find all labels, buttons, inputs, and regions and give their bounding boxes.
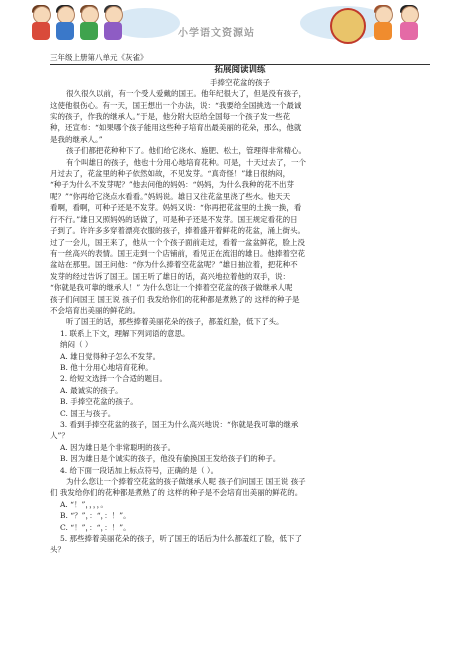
- question-line: 3. 看到手捧空花盆的孩子，国王为什么高兴地说：“你就是我可靠的继承: [60, 420, 299, 429]
- cartoon-kid-icon: [54, 6, 76, 44]
- cartoon-kid-icon: [102, 6, 124, 44]
- text-line: 很久很久以前，有一个受人爱戴的国王。他年纪很大了，但是没有孩子，: [66, 89, 306, 99]
- answer-option: B. 手捧空花盆的孩子。: [60, 397, 138, 407]
- text-line: 子到了。许许多多穿着漂亮衣服的孩子，捧着盛开着鲜花的花盆，涌上街头。: [50, 226, 305, 236]
- answer-option: B. “？”，：“，：！”。: [60, 511, 131, 521]
- answer-option: B. 因为雄日是个诚实的孩子，他没有偷换国王发给孩子们的种子。: [60, 454, 281, 464]
- text-line: 孩子们都把花种种下了。他们给它浇水、施肥、松土，管理得非常精心。: [66, 146, 306, 156]
- text-line: “你就是我可靠的继承人！” 为什么您让一个捧着空花盆的孩子做继承人呢: [50, 283, 293, 293]
- text-line: 是我的继承人。”: [50, 134, 103, 144]
- question-line: 2. 给短文选择一个合适的题目。: [60, 374, 168, 384]
- answer-option: A. “！”，，，，。: [60, 499, 108, 509]
- doc-header: 三年级上册第八单元《灰雀》: [50, 52, 430, 65]
- decorative-banner: [0, 0, 473, 52]
- text-line: 孩子们问国王 国王说 孩子们 我发给你们的花种都是煮熟了的 这样的种子是: [50, 294, 300, 304]
- text-line: 为什么您让一个捧着空花盆的孩子做继承人呢 孩子们问国王 国王说 孩子: [66, 477, 306, 487]
- cartoon-kid-icon: [78, 6, 100, 44]
- text-line: 有一丝高兴的表情。国王走到一个店铺前，看见正在流泪的雄日。他捧着空花: [50, 248, 305, 258]
- answer-option: C. “！”，：“，：！”。: [60, 522, 131, 532]
- text-line: 不会培育出美丽的鲜花的。: [50, 305, 140, 315]
- question-line: 头？: [50, 545, 65, 555]
- doc-subtitle: 手捧空花盆的孩子: [210, 77, 270, 87]
- text-line: 呢？”“你再给它浇点水看看。”妈妈说。雄日又往花盆里浇了些水。他天天: [50, 191, 291, 201]
- answer-option: B. 他十分用心地培育花种。: [60, 362, 153, 372]
- document-body: [50, 52, 430, 556]
- cartoon-kid-icon: [372, 6, 394, 44]
- answer-option: A. 因为雄日是个非常聪明的孩子。: [60, 442, 176, 452]
- text-line: 有个叫雄日的孩子，他也十分用心地培育花种。可是，十天过去了，一个: [66, 157, 306, 167]
- answer-option: A. 最诚实的孩子。: [60, 385, 123, 395]
- text-line: 这使他很伤心。有一天，国王想出一个办法，说：“我要给全国挑选一个最诚: [50, 100, 302, 110]
- doc-title: 拓展阅读训练: [214, 65, 266, 76]
- answer-option: C. 国王与孩子。: [60, 408, 116, 418]
- text-line: 种，还宣布：“如果哪个孩子能用这些种子培育出最美丽的花朵，那么，他就: [50, 123, 302, 133]
- text-line: 发芽的经过告诉了国王。国王听了雄日的话，高兴地拉着他的双手，说：: [50, 271, 290, 281]
- text-line: 听了国王的话，那些捧着美丽花朵的孩子，都羞红脸，低下了头。: [66, 317, 284, 327]
- text-line: 过了一会儿，国王来了，他从一个个孩子面前走过，看着一盆盆鲜花，脸上没: [50, 237, 305, 247]
- question-line: 人”？: [50, 431, 69, 441]
- text-line: 看啊，看啊，可种子还是不发芽。妈妈又说：“你再把花盆里的土换一换，看: [50, 203, 302, 213]
- cartoon-kid-icon: [30, 6, 52, 44]
- question-line: 纳闷（ ）: [60, 340, 93, 350]
- text-line: 行不行。”雄日又照妈妈的话做了，可是种子还是不发芽。国王规定看花的日: [50, 214, 298, 224]
- text-line: 盆站在那里。国王问他：“你为什么捧着空花盆呢？”雄日抽泣着，把花种不: [50, 260, 298, 270]
- badge-icon: [330, 8, 366, 44]
- text-line: 月过去了，花盆里的种子依然如故，不见发芽。“真奇怪！”雄日很纳闷，: [50, 169, 291, 179]
- question-line: 5. 那些捧着美丽花朵的孩子，听了国王的话后为什么都羞红了脸，低下了: [60, 534, 303, 544]
- question-line: 4. 给下面一段话加上标点符号，正确的是（ ）。: [60, 465, 219, 475]
- question-line: 1. 联系上下文，理解下列词语的意思。: [60, 328, 190, 338]
- text-line: “种子为什么不发芽呢？”他去问他的妈妈：“妈妈，为什么我种的花不出芽: [50, 180, 295, 190]
- text-line: 实的孩子，作我的继承人。”于是，他分附大臣给全国每一个孩子发一些花: [50, 112, 291, 122]
- answer-option: A. 雄日觉得种子怎么不发芽。: [60, 351, 161, 361]
- text-line: 们 我发给你们的花种都是煮熟了的 这样的种子是不会培育出美丽的鲜花的。: [50, 488, 303, 498]
- site-title-watermark: 小学语文资源站: [178, 28, 255, 39]
- cartoon-kid-icon: [398, 6, 420, 44]
